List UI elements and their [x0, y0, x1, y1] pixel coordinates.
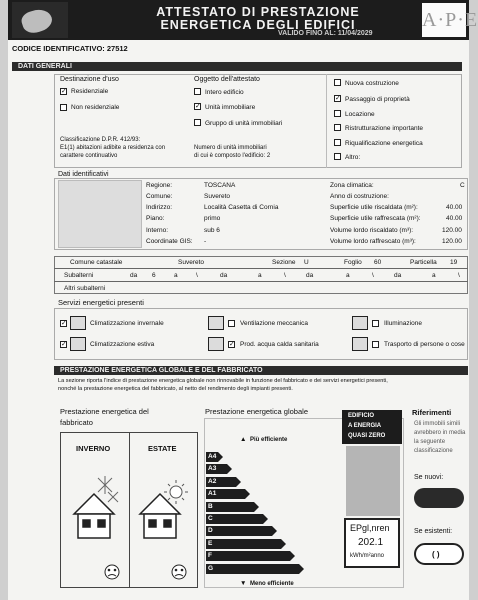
indirizzo-label: Indirizzo: [146, 204, 173, 211]
comune-value: Suvereto [204, 193, 231, 200]
class-bar-a3: A3 [206, 464, 227, 474]
ep-value: 202.1 [358, 537, 384, 548]
unita-immobiliare-checkbox[interactable]: ✓ [195, 103, 201, 110]
se-esistenti-value: ( ) [432, 550, 440, 559]
sezione-value: U [304, 259, 309, 266]
cadastre-row-line-1 [54, 268, 468, 269]
class-bar-g: G [206, 564, 299, 574]
se-esistenti-label: Se esistenti: [414, 528, 453, 535]
clima-estiva-label: Climatizzazione estiva [90, 341, 155, 348]
foglio-value: 60 [374, 259, 382, 266]
nuova-costruzione-checkbox[interactable] [334, 79, 341, 86]
residenziale-checkbox[interactable]: ✓ [61, 88, 67, 95]
oggetto-title: Oggetto dell'attestato [194, 76, 260, 83]
ristrutturazione-checkbox[interactable] [334, 124, 341, 131]
subalterni-cell: \ [372, 272, 374, 279]
nzeb-box [342, 410, 402, 444]
vol-risc-value: 120.00 [442, 227, 462, 234]
acqua-calda-checkbox[interactable]: ✓ [229, 341, 235, 348]
riferimenti-title: Riferimenti [412, 408, 452, 417]
nzeb-line-1: EDIFICIO [348, 413, 375, 419]
comune-label: Comune: [146, 193, 173, 200]
interno-label: Interno: [146, 227, 169, 234]
summer-house-icon [140, 494, 180, 538]
dati-generali-bar: DATI GENERALI [12, 62, 462, 71]
ventilazione-label: Ventilazione meccanica [240, 320, 308, 327]
se-nuovi-label: Se nuovi: [414, 474, 444, 481]
class-bar-c: C [206, 514, 263, 524]
gis-label: Coordinate GIS: [146, 238, 193, 245]
foglio-label: Foglio [344, 259, 362, 266]
altro-checkbox[interactable] [334, 153, 341, 160]
zona-label: Zona climatica: [330, 182, 374, 189]
meno-efficiente-arrow: ▼ [240, 580, 247, 587]
motivazione-divider [326, 74, 327, 168]
piano-value: primo [204, 215, 221, 222]
intro-line-1: La sezione riporta l'indice di prestazione energetica globale non rinnovabile in funzione del fabbricato e dei servizi energetici presenti, [58, 378, 388, 384]
season-illustrations [60, 432, 198, 588]
gruppo-unita-checkbox[interactable] [194, 119, 201, 126]
certificate-page [8, 0, 478, 600]
passaggio-proprieta-checkbox[interactable]: ✓ [335, 95, 341, 102]
header-band [8, 0, 478, 40]
subalterni-cell: da [130, 272, 138, 279]
class-bar-b: B [206, 502, 254, 512]
inverno-label: INVERNO [76, 444, 111, 453]
subalterni-cell: a [174, 272, 178, 279]
fabbricato-title-1: Prestazione energetica del [60, 407, 149, 416]
passaggio-proprieta-label: Passaggio di proprietà [345, 96, 410, 103]
radiator-icon [70, 316, 86, 330]
class-bar-d: D [206, 526, 272, 536]
region-logo [12, 2, 68, 38]
title-line-1: ATTESTATO DI PRESTAZIONE [156, 5, 360, 19]
ristrutturazione-label: Ristrutturazione importante [345, 125, 424, 132]
class-badge-shadow [346, 446, 400, 516]
non-residenziale-checkbox[interactable] [60, 104, 67, 111]
sup-raff-label: Superficie utile raffrescata (m²): [330, 215, 421, 222]
comune-catastale-value: Suvereto [178, 259, 205, 266]
classificazione-line-2: E1(1) abitazioni adibite a residenza con [60, 145, 166, 151]
trasporto-label: Trasporto di persone o cose [384, 341, 465, 348]
subalterni-cell: 6 [152, 272, 156, 279]
classificazione-line-3: carattere continuativo [60, 153, 118, 159]
particella-value: 19 [450, 259, 458, 266]
class-bar-a4: A4 [208, 453, 217, 460]
destinazione-title: Destinazione d'uso [60, 76, 119, 83]
winter-house-icon [74, 494, 114, 538]
anno-label: Anno di costruzione: [330, 193, 389, 200]
subalterni-label: Subalterni [64, 272, 94, 279]
subalterni-cell: da [220, 272, 228, 279]
lightbulb-icon [352, 316, 368, 330]
clima-estiva-checkbox[interactable]: ✓ [61, 341, 67, 348]
prestazione-bar: PRESTAZIONE ENERGETICA GLOBALE E DEL FABBRICATO [54, 366, 468, 375]
class-bar-e: E [206, 539, 281, 549]
servizi-box [54, 308, 468, 360]
nuova-costruzione-label: Nuova costruzione [345, 80, 399, 87]
zona-value: C [460, 182, 465, 189]
nzeb-line-2: A ENERGIA [348, 423, 382, 429]
piano-label: Piano: [146, 215, 165, 222]
illuminazione-checkbox[interactable] [372, 320, 379, 327]
illuminazione-label: Illuminazione [384, 320, 422, 327]
subalterni-cell: \ [284, 272, 286, 279]
unita-immobiliare-label: Unità immobiliare [205, 104, 256, 111]
particella-label: Particella [410, 259, 437, 266]
subalterni-cell: da [394, 272, 402, 279]
subalterni-cell: \ [458, 272, 460, 279]
numero-unita-line-1: Numero di unità immobiliari [194, 145, 267, 151]
regione-value: TOSCANA [204, 182, 236, 189]
intero-edificio-checkbox[interactable] [194, 88, 201, 95]
globale-title: Prestazione energetica globale [205, 407, 308, 416]
sezione-label: Sezione [272, 259, 296, 266]
se-esistenti-badge [414, 543, 464, 565]
valid-until: VALIDO FINO AL: 11/04/2029 [278, 30, 373, 37]
ventilazione-checkbox[interactable] [228, 320, 235, 327]
subalterni-cell: \ [196, 272, 198, 279]
intero-edificio-label: Intero edificio [205, 89, 244, 96]
locazione-checkbox[interactable] [334, 110, 341, 117]
fan-icon [208, 316, 224, 330]
riferimenti-line-4: classificazione [414, 448, 453, 454]
comune-catastale-label: Comune catastale [70, 259, 123, 266]
servizi-title: Servizi energetici presenti [58, 298, 144, 307]
riqualificazione-checkbox[interactable] [334, 139, 341, 146]
meno-efficiente-label: Meno efficiente [250, 581, 294, 587]
subalterni-cell: a [258, 272, 262, 279]
piu-efficiente-arrow: ▲ [240, 436, 247, 443]
locazione-label: Locazione [345, 111, 375, 118]
subalterni-cell: da [306, 272, 314, 279]
numero-unita-line-2: di cui è composto l'edificio: 2 [194, 153, 271, 159]
se-nuovi-badge [414, 488, 464, 508]
altri-subalterni-label: Altri subalterni [64, 285, 106, 292]
dati-identificativi-title: Dati identificativi [58, 171, 109, 178]
class-bar-a2: A2 [206, 477, 236, 487]
altro-label: Altro: [345, 154, 361, 161]
riferimenti-line-2: avrebbero in media [414, 430, 466, 436]
sup-risc-value: 40.00 [446, 204, 463, 211]
gis-value: - [204, 238, 207, 245]
riferimenti-line-1: Gli immobili simili [414, 421, 460, 427]
vol-raff-label: Volume lordo raffrescato (m³): [330, 238, 416, 245]
riferimenti-line-3: la seguente [414, 439, 446, 445]
ep-label: EPgl,nren [350, 523, 390, 533]
sun-icon [164, 480, 188, 504]
sup-raff-value: 40.00 [446, 215, 463, 222]
fabbricato-title-2: fabbricato [60, 418, 93, 427]
vol-raff-value: 120.00 [442, 238, 462, 245]
snowflake-icon [98, 476, 118, 502]
title-line-2: ENERGETICA DEGLI EDIFICI [160, 18, 356, 32]
estate-label: ESTATE [148, 444, 177, 453]
intro-line-2: nonché la prestazione energetica del fabbricato, al netto del rendimento degli impianti presenti. [58, 386, 293, 392]
acqua-calda-label: Prod. acqua calda sanitaria [240, 341, 319, 348]
ep-box [344, 518, 400, 568]
hot-water-tap-icon [208, 337, 224, 351]
residenziale-label: Residenziale [71, 88, 109, 95]
subalterni-cell: a [432, 272, 436, 279]
gruppo-unita-label: Gruppo di unità immobiliari [205, 120, 283, 127]
regione-label: Regione: [146, 182, 173, 189]
building-photo [58, 180, 142, 248]
cadastre-row-line-2 [54, 281, 468, 282]
elevator-icon [352, 337, 368, 351]
indirizzo-value: Località Casetta di Cornia [204, 204, 279, 211]
nzeb-line-3: QUASI ZERO [348, 433, 386, 439]
clima-invernale-checkbox[interactable]: ✓ [61, 320, 67, 327]
sup-risc-label: Superficie utile riscaldata (m²): [330, 204, 418, 211]
riqualificazione-label: Riqualificazione energetica [345, 140, 423, 147]
classificazione-line-1: Classificazione D.P.R. 412/93: [60, 137, 141, 143]
codice-identificativo: CODICE IDENTIFICATIVO: 27512 [12, 44, 128, 53]
ape-logo: A·P·E [422, 3, 466, 37]
air-conditioner-icon [70, 337, 86, 351]
ep-unit: kWh/m²anno [350, 553, 385, 559]
trasporto-checkbox[interactable] [372, 341, 379, 348]
class-bar-f: F [206, 551, 290, 561]
interno-value: sub 6 [204, 227, 220, 234]
piu-efficiente-label: Più efficiente [250, 437, 288, 443]
class-bar-a1: A1 [206, 489, 245, 499]
non-residenziale-label: Non residenziale [71, 104, 120, 111]
subalterni-cell: a [346, 272, 350, 279]
clima-invernale-label: Climatizzazione invernale [90, 320, 164, 327]
sad-face-icon [105, 565, 186, 579]
vol-risc-label: Volume lordo riscaldato (m³): [330, 227, 414, 234]
